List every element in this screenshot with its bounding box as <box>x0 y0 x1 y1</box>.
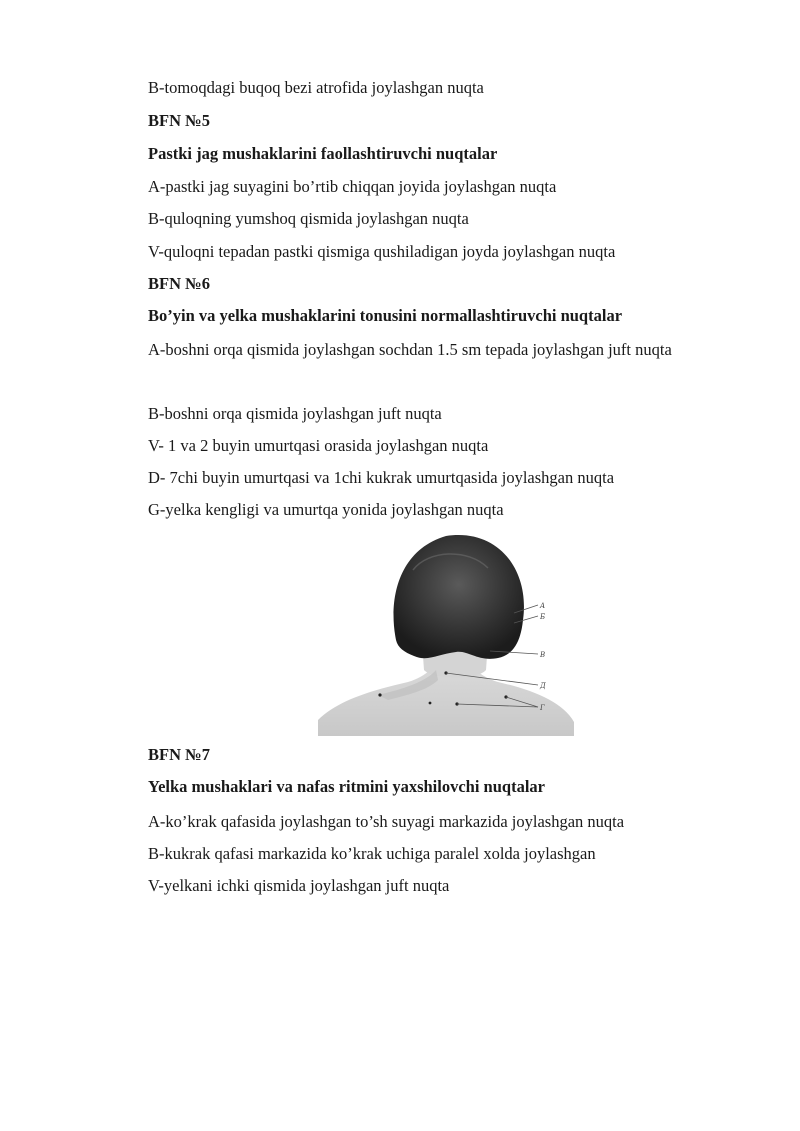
paragraph-l5b: B-quloqning yumshoq qismida joylashgan nuqta <box>148 209 469 228</box>
point-g-left <box>378 693 381 696</box>
heading-bfn7-title: Yelka mushaklari va nafas ritmini yaxshilovchi nuqtalar <box>148 777 545 796</box>
paragraph-l6g: G-yelka kengligi va umurtqa yonida joylashgan nuqta <box>148 500 504 519</box>
paragraph-l1: B-tomoqdagi buqoq bezi atrofida joylashgan nuqta <box>148 78 484 97</box>
heading-bfn5: BFN №5 <box>148 111 210 130</box>
label-d: Д <box>540 682 546 690</box>
neck-back-photo <box>318 530 574 736</box>
heading-bfn5-title: Pastki jag mushaklarini faollashtiruvchi nuqtalar <box>148 144 498 163</box>
paragraph-l5v: V-quloqni tepadan pastki qismiga qushiladigan joyda joylashgan nuqta <box>148 242 616 261</box>
neck-points-illustration <box>318 530 574 736</box>
paragraph-l6b: B-boshni orqa qismida joylashgan juft nuqta <box>148 404 442 423</box>
heading-bfn7: BFN №7 <box>148 745 210 764</box>
label-v: В <box>540 651 546 659</box>
paragraph-l7b: B-kukrak qafasi markazida ko’krak uchiga paralel xolda joylashgan <box>148 844 596 863</box>
label-b: Б <box>540 613 546 621</box>
paragraph-l6v: V- 1 va 2 buyin umurtqasi orasida joylashgan nuqta <box>148 436 489 455</box>
heading-bfn6: BFN №6 <box>148 274 210 293</box>
hair-shape <box>394 535 524 659</box>
paragraph-l6a: A-boshni orqa qismida joylashgan sochdan 1.5 sm tepada joylashgan juft nuqta <box>148 340 672 359</box>
paragraph-l7v: V-yelkani ichki qismida joylashgan juft nuqta <box>148 876 450 895</box>
point-extra <box>429 702 432 705</box>
paragraph-l5a: A-pastki jag suyagini bo’rtib chiqqan joyida joylashgan nuqta <box>148 177 557 196</box>
label-a: A <box>540 602 546 610</box>
heading-bfn6-title: Bo’yin va yelka mushaklarini tonusini normallashtiruvchi nuqtalar <box>148 306 623 325</box>
label-g: Г <box>540 704 545 712</box>
paragraph-l6d: D- 7chi buyin umurtqasi va 1chi kukrak umurtqasida joylashgan nuqta <box>148 468 615 487</box>
paragraph-l7a: A-ko’krak qafasida joylashgan to’sh suyagi markazida joylashgan nuqta <box>148 812 625 831</box>
